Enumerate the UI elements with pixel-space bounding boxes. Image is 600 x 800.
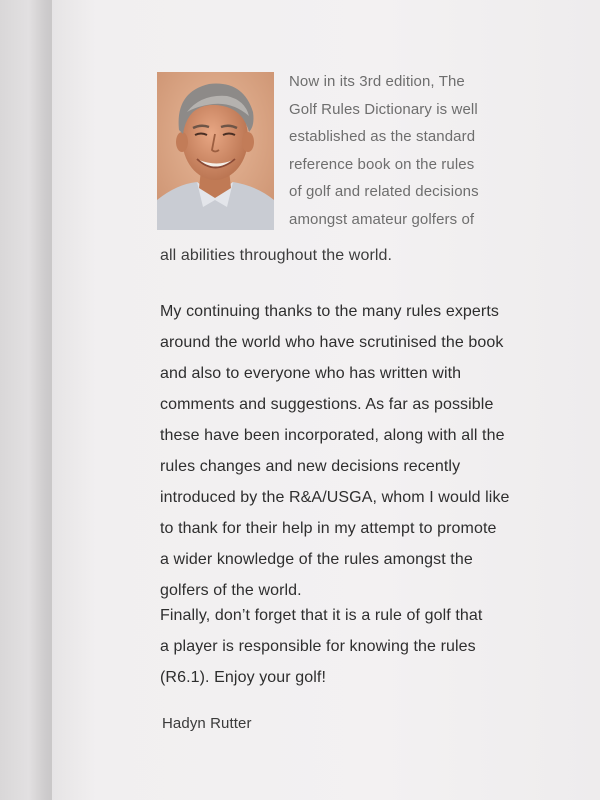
paragraph-line: rules changes and new decisions recently xyxy=(160,458,461,475)
book-spine-shadow xyxy=(0,0,52,800)
paragraph-thanks xyxy=(160,296,510,606)
intro-line: established as the standard xyxy=(289,128,476,145)
author-signature: Hadyn Rutter xyxy=(162,715,252,732)
paragraph-line: a wider knowledge of the rules amongst the xyxy=(160,551,473,568)
paragraph-line: Finally, don’t forget that it is a rule of golf that xyxy=(160,607,483,624)
intro-wrapped-text xyxy=(289,68,479,233)
paragraph-line: golfers of the world. xyxy=(160,582,302,599)
paragraph-line: My continuing thanks to the many rules experts xyxy=(160,303,499,320)
author-photo xyxy=(157,72,274,230)
paragraph-line: (R6.1). Enjoy your golf! xyxy=(160,669,327,686)
paragraph-line: to thank for their help in my attempt to promote xyxy=(160,520,497,537)
paragraph-line: and also to everyone who has written with xyxy=(160,365,462,382)
intro-line: amongst amateur golfers of xyxy=(289,210,475,228)
intro-full-line xyxy=(160,240,392,271)
paragraph-finally xyxy=(160,600,482,693)
intro-line: all abilities throughout the world. xyxy=(160,247,393,264)
intro-line: Now in its 3rd edition, The xyxy=(289,73,465,90)
paragraph-line: comments and suggestions. As far as possible xyxy=(160,396,494,413)
paragraph-line: these have been incorporated, along with all the xyxy=(160,427,505,444)
intro-line: of golf and related decisions xyxy=(289,183,479,200)
paragraph-line: around the world who have scrutinised the book xyxy=(160,334,504,351)
intro-line: Golf Rules Dictionary is well xyxy=(289,100,478,118)
intro-line: reference book on the rules xyxy=(289,155,475,173)
paragraph-line: introduced by the R&A/USGA, whom I would like xyxy=(160,489,510,506)
paragraph-line: a player is responsible for knowing the rules xyxy=(160,638,476,655)
